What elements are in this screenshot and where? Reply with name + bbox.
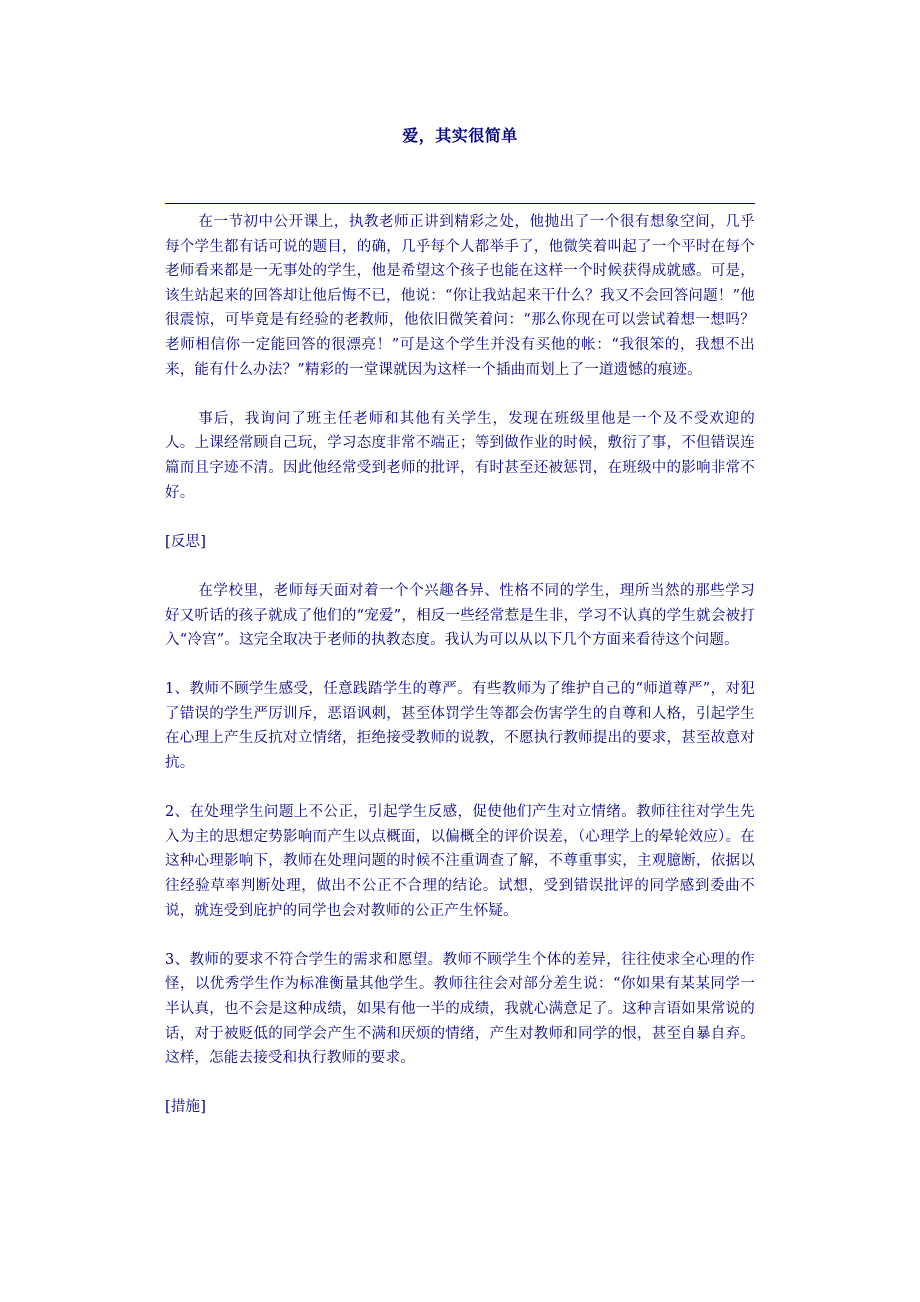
- paragraph-point-3: 3、教师的要求不符合学生的需求和愿望。教师不顾学生个体的差异，往往使求全心理的作怪，以优秀学生作为标准衡量其他学生。教师往往会对部分差生说：“你如果有某某同学一半认真，也不会是这种成绩，如果有他一半的成绩，我就心满意足了。这种言语如果常说的话，对于被贬低的同学会产生不满和厌烦的情绪，产生对教师和同学的恨，甚至自暴自弃。这样，怎能去接受和执行教师的要求。: [165, 951, 755, 1067]
- paragraph-point-2: 2、在处理学生问题上不公正，引起学生反感，促使他们产生对立情绪。教师往往对学生先入为主的思想定势影响而产生以点概面，以偏概全的评价误差，（心理学上的晕轮效应）。在这种心理影响下，教师在处理问题的时候不注重调查了解，不尊重事实，主观臆断，依据以往经验草率判断处理，做出不公正不合理的结论。试想，受到错误批评的同学感到委曲不说，就连受到庇护的同学也会对教师的公正产生怀疑。: [165, 804, 755, 919]
- paragraph-aftermath: 事后，我询问了班主任老师和其他有关学生，发现在班级里他是一个及不受欢迎的人。上课经常顾自己玩，学习态度非常不端正；等到做作业的时候，敷衍了事，不但错误连篇而且字迹不清。因此他经常受到老师的批评，有时甚至还被惩罚，在班级中的影响非常不好。: [165, 410, 755, 501]
- document-body: [165, 210, 755, 1145]
- title-divider: [165, 203, 755, 204]
- section-heading-reflection: [反思]: [165, 533, 207, 550]
- document-title: 爱，其实很简单: [402, 126, 518, 145]
- paragraph-story: 在一节初中公开课上，执教老师正讲到精彩之处，他抛出了一个很有想象空间，几乎每个学生都有话可说的题目，的确，几乎每个人都举手了，他微笑着叫起了一个平时在每个老师看来都是一无事处的学生，他是希望这个孩子也能在这样一个时候获得成就感。可是，该生站起来的回答却让他后悔不已，他说：“你让我站起来干什么？我又不会回答问题！”他很震惊，可毕竟是有经验的老教师，他依旧微笑着问：“那么你现在可以尝试着想一想吗？老师相信你一定能回答的很漂亮！”可是这个学生并没有买他的帐：“我很笨的，我想不出来，能有什么办法？”精彩的一堂课就因为这样一个插曲而划上了一道遗憾的痕迹。: [165, 214, 755, 378]
- paragraph-point-1: 1、教师不顾学生感受，任意践踏学生的尊严。有些教师为了维护自己的“师道尊严”，对犯了错误的学生严厉训斥，恶语讽刺，甚至体罚学生等都会伤害学生的自尊和人格，引起学生在心理上产生反抗对立情绪，拒绝接受教师的说教，不愿执行教师提出的要求，甚至故意对抗。: [165, 681, 755, 772]
- section-heading-measures: [措施]: [165, 1099, 207, 1116]
- paragraph-reflection-intro: 在学校里，老师每天面对着一个个兴趣各异、性格不同的学生，理所当然的那些学习好又听话的孩子就成了他们的“宠爱”，相反一些经常惹是生非，学习不认真的学生就会被打入“冷宫”。这完全取决于老师的执教态度。我认为可以从以下几个方面来看待这个问题。: [165, 582, 755, 649]
